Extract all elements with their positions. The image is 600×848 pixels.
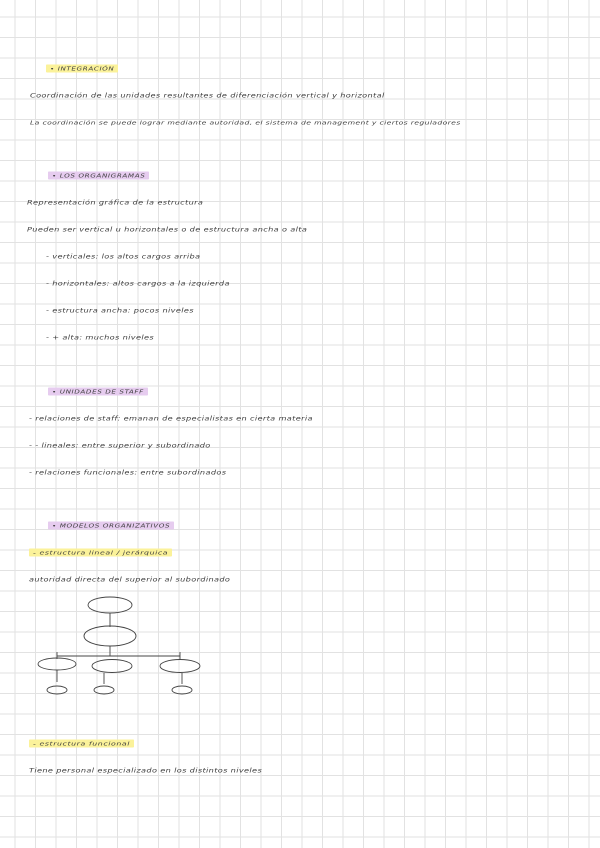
heading-organigramas: • LOS ORGANIGRAMAS	[48, 172, 149, 180]
org-node-center	[92, 660, 132, 673]
staff-line-1: - relaciones de staff: emanan de especialistas en cierta materia	[29, 414, 313, 422]
org-node-right-child	[172, 686, 192, 694]
organigramas-bullet-4: - + alta: muchos niveles	[46, 333, 154, 341]
org-node-center-child	[94, 686, 114, 694]
heading-staff: • UNIDADES DE STAFF	[48, 388, 148, 396]
org-node-top	[88, 597, 132, 613]
integracion-line-2: La coordinación se puede lograr mediante autoridad, el sistema de management y ciertos reguladores	[30, 119, 461, 126]
lineal-text: autoridad directa del superior al subordinado	[29, 575, 231, 583]
funcional-text: Tiene personal especializado en los distintos niveles	[29, 766, 263, 774]
org-node-left	[38, 658, 76, 670]
funcional-title: - estructura funcional	[29, 740, 134, 748]
organigramas-line-1: Representación gráfica de la estructura	[27, 198, 204, 206]
staff-line-2: - - lineales: entre superior y subordinado	[29, 441, 211, 449]
organigramas-bullet-1: - verticales: los altos cargos arriba	[46, 252, 201, 260]
heading-integracion: • INTEGRACIÓN	[46, 65, 118, 73]
staff-line-3: - relaciones funcionales: entre subordinados	[29, 468, 227, 476]
heading-modelos: • MODELOS ORGANIZATIVOS	[48, 522, 174, 530]
org-node-right	[160, 660, 200, 673]
org-node-left-child	[47, 686, 67, 694]
organigramas-line-2: Pueden ser vertical u horizontales o de estructura ancha o alta	[27, 225, 308, 233]
integracion-line-1: Coordinación de las unidades resultantes de diferenciación vertical y horizontal	[30, 91, 385, 99]
organigramas-bullet-3: - estructura ancha: pocos niveles	[46, 306, 194, 314]
organigramas-bullet-2: - horizontales: altos cargos a la izquierda	[46, 279, 230, 287]
org-node-main	[84, 626, 136, 646]
lineal-title: - estructura lineal / jerárquica	[29, 549, 172, 557]
